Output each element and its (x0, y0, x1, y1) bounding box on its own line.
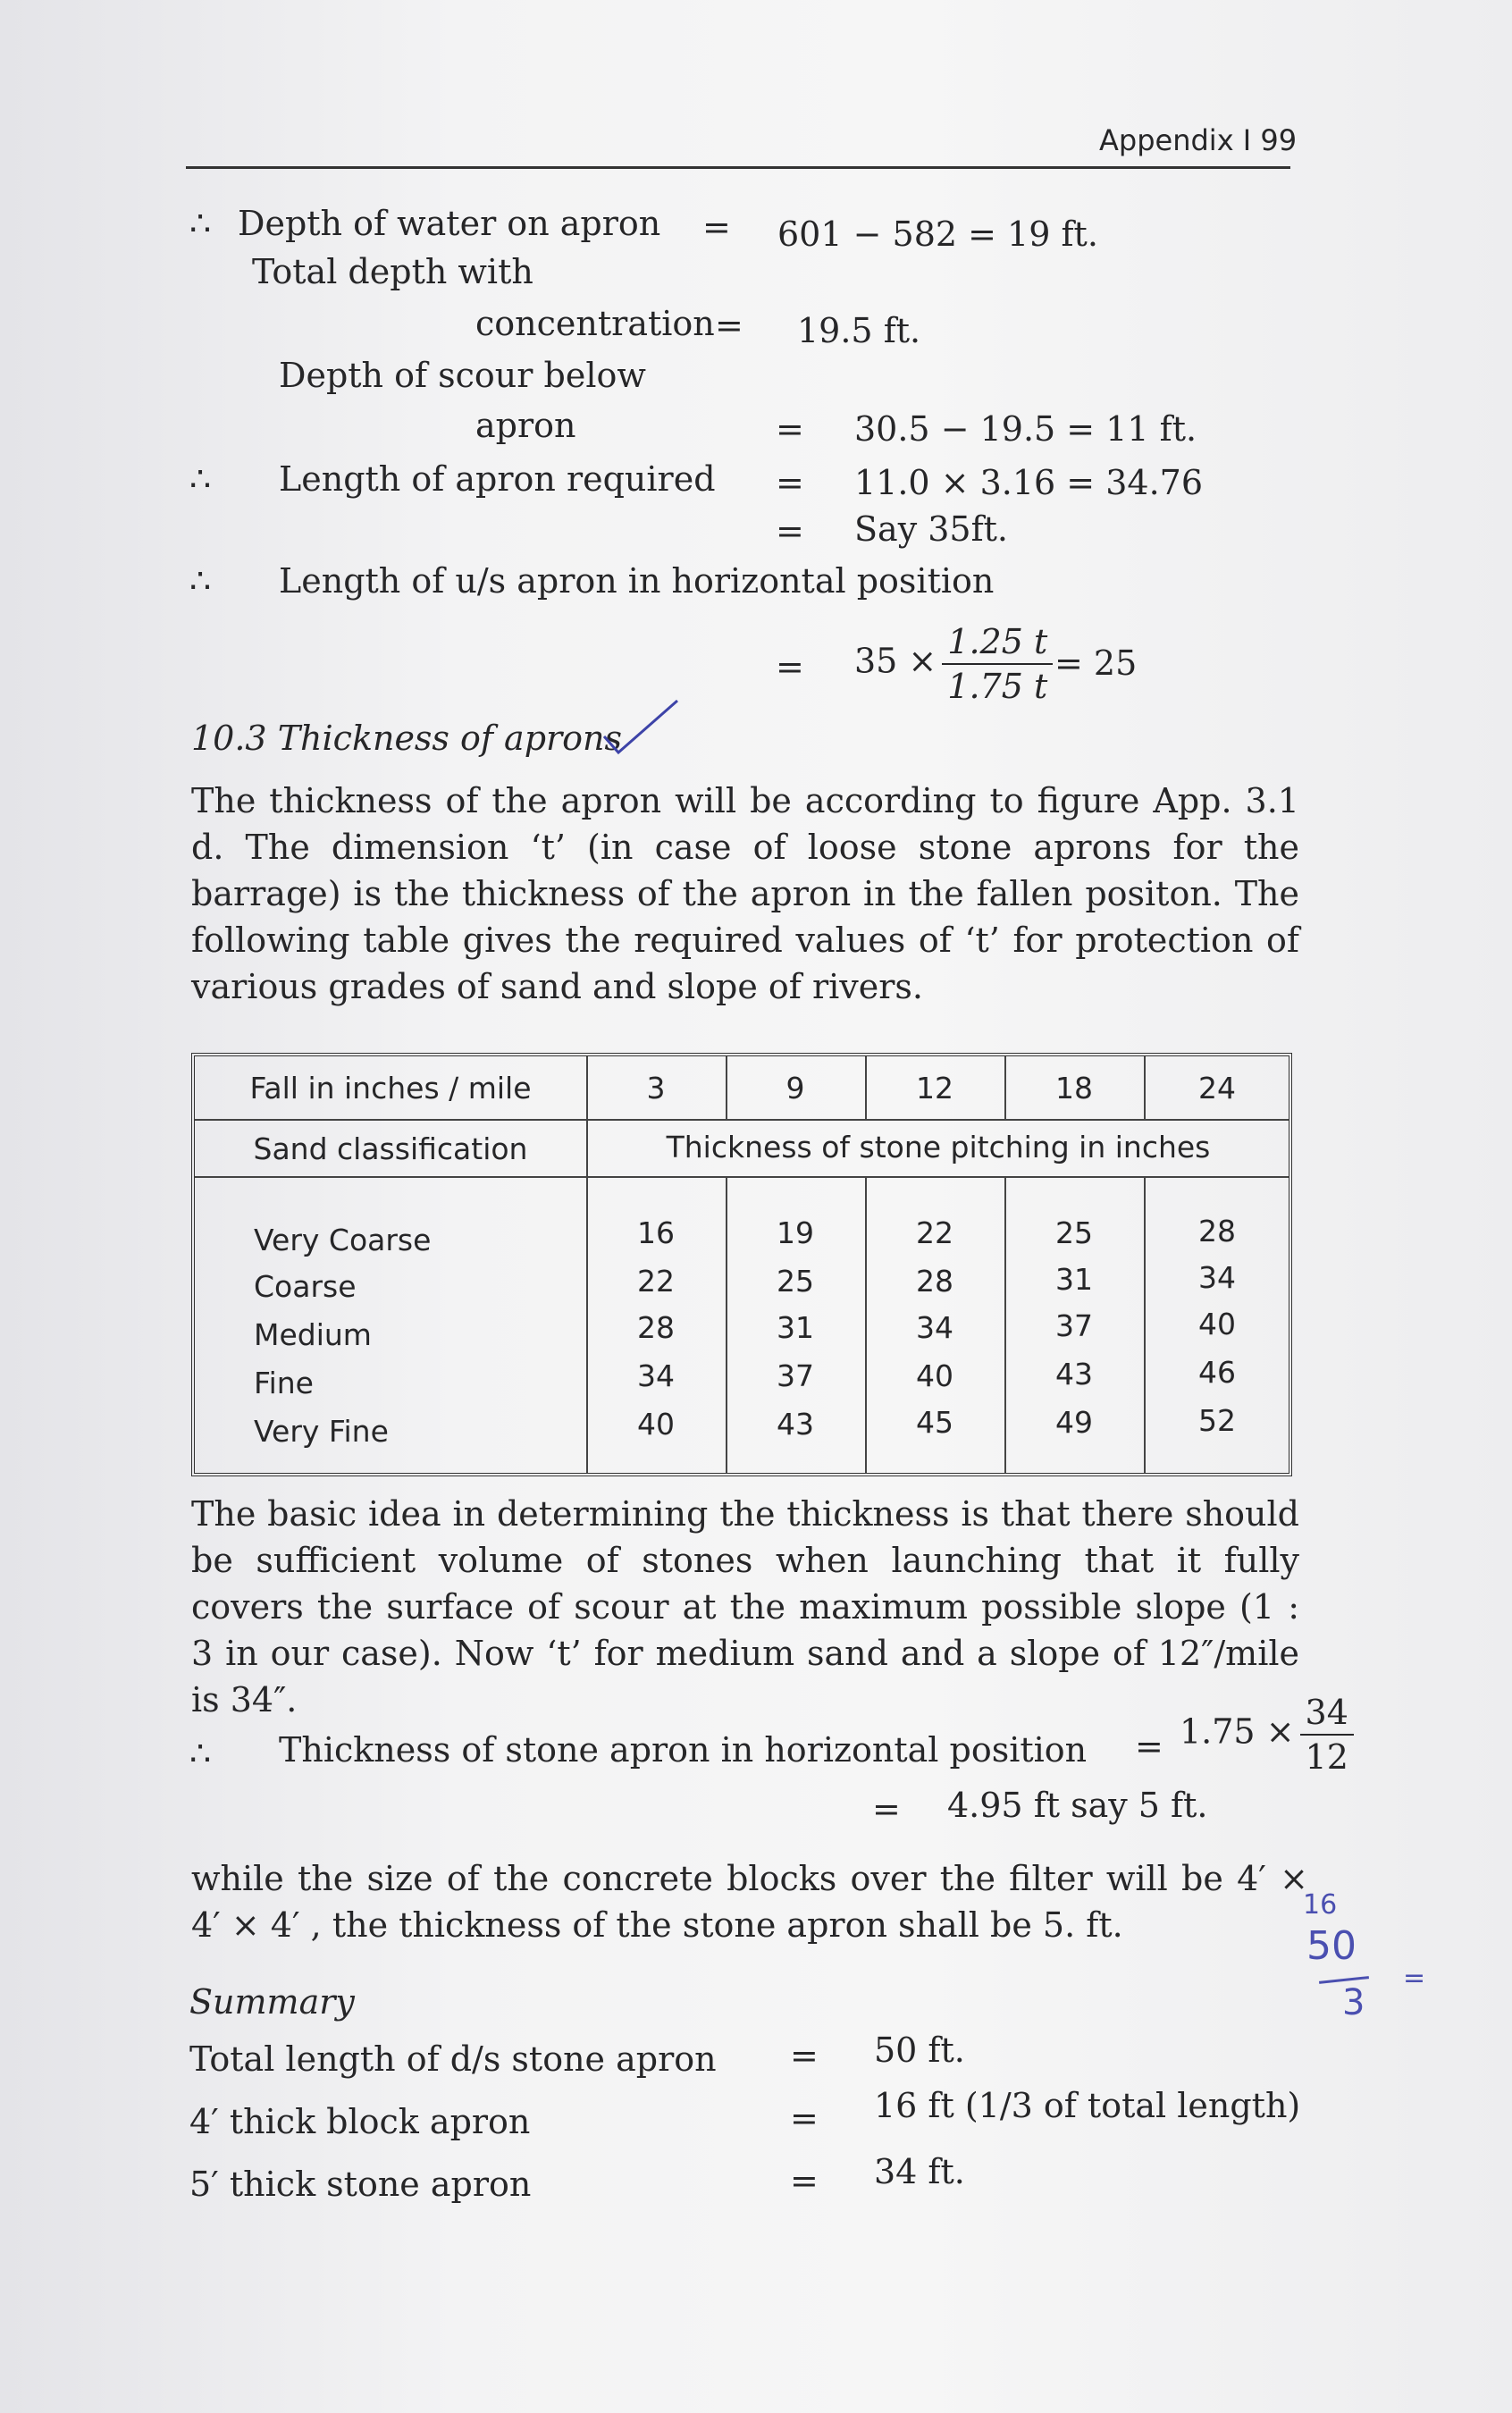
table-cell: 40 (916, 1358, 953, 1393)
checkmark-icon (601, 697, 681, 760)
total-depth-line2: concentration (475, 304, 715, 343)
therefore-symbol: ∴ (189, 561, 212, 601)
sand-class: Very Coarse (254, 1223, 432, 1257)
equals-sign: = (715, 306, 743, 345)
scour-line2: apron (475, 406, 576, 445)
total-depth-value: 19.5 ft. (797, 311, 921, 350)
total-depth-line1: Total depth with (252, 252, 533, 291)
thickness-table (191, 1053, 1292, 1476)
table-cell: 25 (777, 1264, 814, 1299)
equals-sign: = (872, 1789, 901, 1829)
table-cell: 22 (637, 1264, 675, 1299)
table-cell: 52 (1198, 1403, 1236, 1438)
fall-value: 3 (646, 1071, 666, 1106)
fall-value: 18 (1055, 1071, 1093, 1106)
fall-header-label: Fall in inches / mile (249, 1071, 532, 1106)
handwritten-note-eq: = (1403, 1963, 1426, 1994)
handwritten-note-mid: 50 (1306, 1923, 1357, 1969)
table-cell: 46 (1198, 1355, 1236, 1390)
length-label: Length of apron required (279, 459, 716, 499)
table-cell: 34 (637, 1358, 675, 1393)
us-apron-label: Length of u/s apron in horizontal position (279, 561, 995, 601)
table-divider (195, 1176, 1289, 1178)
table-cell: 43 (1055, 1357, 1093, 1391)
summary-label: 5′ thick stone apron (189, 2165, 532, 2204)
formula-fraction (1300, 1693, 1354, 1777)
fall-value: 9 (785, 1071, 805, 1106)
equals-sign: = (790, 2098, 819, 2138)
formula-prefix: 1.75 × (1180, 1711, 1295, 1752)
sand-class: Medium (254, 1317, 372, 1352)
table-cell: 34 (1198, 1260, 1236, 1295)
sand-class: Coarse (254, 1269, 357, 1304)
table-cell: 31 (1055, 1262, 1093, 1297)
page-header: Appendix I 99 (1099, 123, 1298, 157)
table-cell: 43 (777, 1407, 814, 1442)
say-value: Say 35ft. (854, 509, 1009, 549)
equals-sign: = (1135, 1727, 1163, 1766)
scour-line1: Depth of scour below (279, 356, 646, 395)
us-denominator: 1.75 t (947, 667, 1048, 706)
therefore-symbol: ∴ (189, 204, 212, 243)
therefore-symbol: ∴ (189, 459, 212, 499)
us-numerator: 1.25 t (942, 622, 1053, 665)
summary-value: 50 ft. (874, 2030, 965, 2070)
therefore-symbol: ∴ (189, 1734, 212, 1773)
formula-denominator: 12 (1305, 1737, 1348, 1777)
equals-sign: = (776, 511, 804, 551)
table-cell: 40 (637, 1407, 675, 1442)
section-title: 10.3 Thickness of aprons (191, 719, 623, 758)
table-cell: 22 (916, 1215, 953, 1250)
summary-label: Total length of d/s stone apron (189, 2039, 717, 2079)
table-cell: 16 (637, 1215, 675, 1250)
us-result: = 25 (1054, 643, 1138, 683)
equals-sign: = (790, 2161, 819, 2200)
fall-value: 24 (1198, 1071, 1236, 1106)
sand-class: Very Fine (254, 1414, 389, 1449)
table-cell: 28 (916, 1264, 953, 1299)
table-cell: 28 (637, 1310, 675, 1345)
stone-apron-result: 4.95 ft say 5 ft. (947, 1786, 1208, 1825)
table-cell: 34 (916, 1310, 953, 1345)
summary-title: Summary (189, 1982, 355, 2022)
header-rule (186, 166, 1290, 169)
table-cell: 19 (777, 1215, 814, 1250)
table-cell: 31 (777, 1310, 814, 1345)
table-cell: 49 (1055, 1405, 1093, 1440)
paragraph-1: The thickness of the apron will be according to figure App. 3.1 d. The dimension ‘t’ (in case of loose stone aprons for the barrage) is the thickness of the apron in the fallen positon. The following table gives the required values of ‘t’ for protection of various grades of sand and slope of rivers. (191, 781, 1299, 1006)
table-cell: 28 (1198, 1214, 1236, 1249)
sand-header-label: Sand classification (253, 1131, 528, 1166)
handwritten-note-top: 16 (1303, 1889, 1338, 1921)
summary-value: 16 ft (1/3 of total length) (874, 2086, 1301, 2125)
formula-numerator: 34 (1300, 1693, 1354, 1736)
table-cell: 25 (1055, 1215, 1093, 1250)
equals-sign: = (776, 409, 804, 449)
us-apron-formula (854, 622, 1058, 706)
paragraph-2: The basic idea in determining the thickness is that there should be sufficient volume of stones when launching that it fully covers the surface of scour at the maximum possible slope (1 : 3 in our case). Now ‘t’ for medium sand and a slope of 12″/mile is 34″. (191, 1494, 1299, 1719)
table-cell: 40 (1198, 1307, 1236, 1341)
fall-value: 12 (916, 1071, 953, 1106)
thickness-span-label: Thickness of stone pitching in inches (666, 1130, 1211, 1164)
depth-water-value: 601 − 582 = 19 ft. (777, 214, 1098, 254)
stone-apron-label: Thickness of stone apron in horizontal position (279, 1730, 1088, 1770)
length-value: 11.0 × 3.16 = 34.76 (854, 463, 1204, 502)
table-cell: 45 (916, 1405, 953, 1440)
stone-apron-formula (1180, 1693, 1359, 1777)
table-cell: 37 (1055, 1308, 1093, 1343)
summary-label: 4′ thick block apron (189, 2102, 531, 2141)
us-fraction (942, 622, 1053, 706)
scour-value: 30.5 − 19.5 = 11 ft. (854, 409, 1197, 449)
equals-sign: = (790, 2036, 819, 2075)
us-prefix: 35 × (854, 641, 937, 681)
depth-water-label: Depth of water on apron (238, 204, 661, 243)
table-divider (195, 1119, 1289, 1121)
summary-value: 34 ft. (874, 2152, 965, 2191)
handwritten-note-bottom: 3 (1342, 1982, 1365, 2023)
sand-class: Fine (254, 1366, 314, 1400)
equals-sign: = (776, 647, 804, 686)
equals-sign: = (776, 463, 804, 502)
equals-sign: = (702, 207, 731, 247)
paragraph-3: while the size of the concrete blocks over the filter will be 4′ × 4′ × 4′ , the thickness of the stone apron shall be 5. ft. (191, 1859, 1308, 1945)
table-cell: 37 (777, 1358, 814, 1393)
